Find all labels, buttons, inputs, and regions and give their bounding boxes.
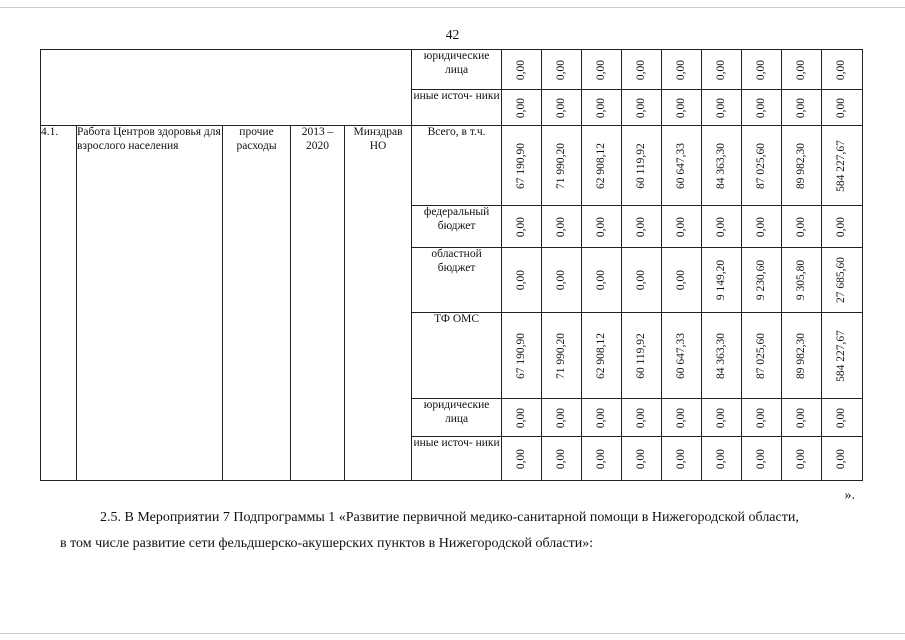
amount-cell (742, 90, 782, 126)
amount-cell (742, 437, 782, 481)
amount-cell (582, 437, 622, 481)
amount-cell (502, 248, 542, 313)
amount-cell (502, 313, 542, 399)
amount-cell (782, 90, 822, 126)
amount-value: 0,00 (794, 59, 807, 80)
amount-cell (702, 126, 742, 206)
amount-value: 0,00 (514, 407, 527, 428)
amount-value: 0,00 (674, 407, 687, 428)
amount-value: 0,00 (554, 216, 567, 237)
amount-cell (622, 126, 662, 206)
amount-cell (662, 399, 702, 437)
amount-cell (662, 126, 702, 206)
amount-value: 0,00 (594, 97, 607, 118)
amount-cell (542, 399, 582, 437)
amount-value: 0,00 (714, 407, 727, 428)
funding-source-cell: иные источ- ники (412, 437, 502, 481)
amount-value: 0,00 (594, 216, 607, 237)
amount-value: 0,00 (554, 269, 567, 291)
amount-cell (742, 248, 782, 313)
amount-cell (742, 206, 782, 248)
amount-value: 0,00 (514, 59, 527, 80)
amount-cell (502, 90, 542, 126)
amount-value: 584 227,67 (835, 329, 848, 382)
amount-cell (622, 399, 662, 437)
amount-value: 0,00 (754, 216, 767, 237)
amount-cell (502, 50, 542, 90)
amount-cell (702, 90, 742, 126)
amount-cell (582, 248, 622, 313)
amount-value: 0,00 (674, 59, 687, 80)
amount-value: 0,00 (754, 407, 767, 428)
amount-cell (822, 399, 863, 437)
amount-value: 0,00 (754, 97, 767, 118)
amount-cell (822, 313, 863, 399)
amount-value: 0,00 (714, 59, 727, 80)
amount-cell (502, 126, 542, 206)
amount-value: 0,00 (634, 407, 647, 428)
amount-cell (782, 50, 822, 90)
amount-cell (702, 313, 742, 399)
amount-cell (822, 437, 863, 481)
amount-value: 0,00 (835, 407, 848, 428)
amount-cell (742, 313, 782, 399)
amount-value: 0,00 (794, 448, 807, 469)
amount-cell (662, 437, 702, 481)
amount-value: 0,00 (674, 448, 687, 469)
amount-cell (782, 437, 822, 481)
funding-table (40, 49, 863, 481)
amount-value: 0,00 (554, 407, 567, 428)
scan-edge-top (0, 7, 905, 8)
amount-value: 0,00 (594, 269, 607, 291)
amount-value: 0,00 (634, 216, 647, 237)
amount-cell (582, 399, 622, 437)
expense-type: прочие расходы (223, 126, 291, 481)
amount-value: 0,00 (674, 97, 687, 118)
funding-source-cell: федеральный бюджет (412, 206, 502, 248)
amount-cell (782, 126, 822, 206)
amount-value: 0,00 (714, 448, 727, 469)
amount-cell (822, 206, 863, 248)
amount-cell (702, 206, 742, 248)
executor: Минздрав НО (345, 126, 412, 481)
amount-value: 0,00 (554, 97, 567, 118)
amount-cell (782, 248, 822, 313)
amount-cell (662, 50, 702, 90)
amount-cell (822, 50, 863, 90)
amount-cell (742, 50, 782, 90)
measure-name: Работа Центров здоровья для взрослого населения (77, 126, 223, 481)
amount-cell (582, 313, 622, 399)
amount-value: 0,00 (835, 59, 848, 80)
amount-cell (622, 90, 662, 126)
amount-value: 9 149,20 (714, 259, 727, 301)
paragraph-line-1: 2.5. В Мероприятии 7 Подпрограммы 1 «Развитие первичной медико-санитарной помощи в Нижегородской области, (100, 510, 799, 525)
amount-cell (542, 50, 582, 90)
amount-value: 0,00 (674, 269, 687, 291)
amount-value: 89 982,30 (794, 332, 807, 379)
amount-value: 27 685,60 (835, 257, 848, 303)
amount-value: 0,00 (835, 97, 848, 118)
amount-value: 87 025,60 (754, 332, 767, 379)
amount-value: 0,00 (554, 59, 567, 80)
funding-source-cell: Всего, в т.ч. (412, 126, 502, 206)
amount-cell (742, 126, 782, 206)
amount-value: 67 190,90 (514, 332, 527, 379)
amount-value: 60 647,33 (674, 142, 687, 189)
table-row (41, 50, 863, 90)
amount-cell (662, 90, 702, 126)
amount-cell (582, 50, 622, 90)
amount-value: 0,00 (714, 216, 727, 237)
amount-value: 0,00 (554, 448, 567, 469)
funding-source-cell: иные источ- ники (412, 90, 502, 126)
amount-value: 62 908,12 (594, 142, 607, 189)
funding-source-cell: юридические лица (412, 399, 502, 437)
amount-value: 584 227,67 (835, 139, 848, 192)
amount-value: 0,00 (794, 216, 807, 237)
amount-value: 0,00 (594, 448, 607, 469)
amount-value: 87 025,60 (754, 142, 767, 189)
amount-cell (582, 206, 622, 248)
period: 2013 – 2020 (291, 126, 345, 481)
paragraph-line-2: в том числе развитие сети фельдшерско-акушерских пунктов в Нижегородской области»: (60, 536, 594, 551)
amount-value: 0,00 (754, 59, 767, 80)
amount-value: 67 190,90 (514, 142, 527, 189)
amount-value: 0,00 (835, 448, 848, 469)
amount-value: 84 363,30 (714, 142, 727, 189)
table-row (41, 126, 863, 206)
amount-cell (622, 248, 662, 313)
amount-cell (582, 90, 622, 126)
funding-source-cell: юридические лица (412, 50, 502, 90)
amount-cell (622, 437, 662, 481)
amount-value: 84 363,30 (714, 332, 727, 379)
amount-cell (702, 437, 742, 481)
amount-value: 0,00 (514, 97, 527, 118)
amount-cell (782, 399, 822, 437)
measure-index: 4.1. (41, 126, 77, 481)
amount-cell (622, 50, 662, 90)
amount-value: 60 119,92 (634, 332, 647, 379)
amount-cell (662, 313, 702, 399)
amount-value: 9 230,60 (754, 259, 767, 301)
amount-cell (582, 126, 622, 206)
amount-cell (542, 437, 582, 481)
amount-value: 0,00 (674, 216, 687, 237)
amount-value: 0,00 (514, 448, 527, 469)
amount-cell (662, 206, 702, 248)
amount-value: 0,00 (514, 216, 527, 237)
funding-source-cell: ТФ ОМС (412, 313, 502, 399)
amount-cell (702, 248, 742, 313)
amount-value: 0,00 (835, 216, 848, 237)
amount-cell (502, 437, 542, 481)
amount-cell (542, 206, 582, 248)
amount-cell (542, 313, 582, 399)
amount-cell (782, 313, 822, 399)
amount-value: 0,00 (794, 407, 807, 428)
amount-value: 9 305,80 (794, 259, 807, 301)
amount-cell (742, 399, 782, 437)
amount-cell (822, 248, 863, 313)
amount-value: 0,00 (634, 97, 647, 118)
amount-value: 0,00 (634, 59, 647, 80)
amount-cell (502, 399, 542, 437)
amount-value: 0,00 (714, 97, 727, 118)
carryover-blank-cell (41, 50, 412, 126)
amount-cell (622, 313, 662, 399)
amount-value: 71 990,20 (554, 332, 567, 379)
scan-edge-bottom (0, 633, 905, 634)
amount-cell (502, 206, 542, 248)
amount-cell (542, 90, 582, 126)
funding-source-cell: областной бюджет (412, 248, 502, 313)
amount-cell (542, 248, 582, 313)
amount-value: 0,00 (794, 97, 807, 118)
amount-value: 0,00 (754, 448, 767, 469)
amount-cell (822, 126, 863, 206)
amount-cell (702, 399, 742, 437)
amount-value: 89 982,30 (794, 142, 807, 189)
amount-value: 0,00 (634, 448, 647, 469)
amount-value: 62 908,12 (594, 332, 607, 379)
amount-value: 0,00 (634, 269, 647, 291)
amount-cell (702, 50, 742, 90)
amount-cell (542, 126, 582, 206)
page-number: 42 (445, 27, 460, 42)
closing-quote-mark: ». (844, 488, 855, 503)
amount-cell (662, 248, 702, 313)
amount-value: 71 990,20 (554, 142, 567, 189)
amount-value: 0,00 (594, 59, 607, 80)
amount-value: 60 647,33 (674, 332, 687, 379)
amount-value: 0,00 (514, 269, 527, 291)
amount-value: 60 119,92 (634, 142, 647, 189)
amount-cell (822, 90, 863, 126)
amount-value: 0,00 (594, 407, 607, 428)
amount-cell (782, 206, 822, 248)
amount-cell (622, 206, 662, 248)
